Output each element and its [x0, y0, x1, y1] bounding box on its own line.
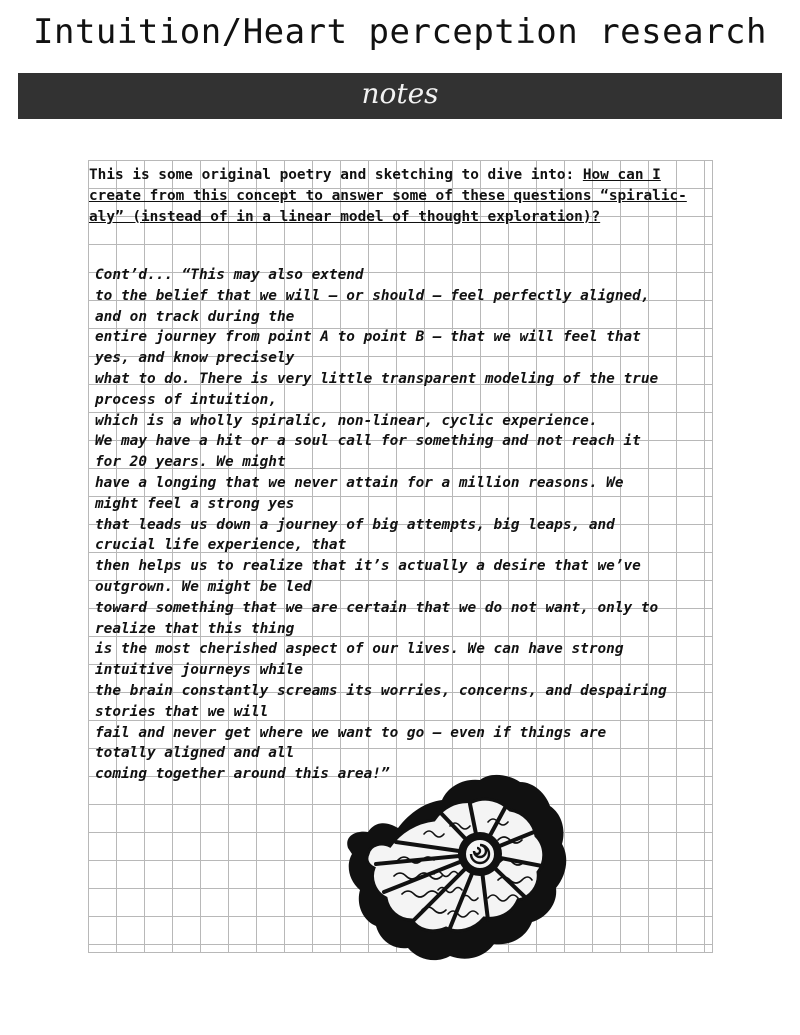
quote-line: stories that we will [95, 703, 269, 720]
quote-line: what to do. There is very little transparent modeling of the true [95, 370, 659, 387]
quote-line: which is a wholly spiralic, non-linear, cyclic experience. [95, 412, 598, 429]
quote-line: to the belief that we will – or should – feel perfectly aligned, [95, 287, 650, 304]
quote-line: have a longing that we never attain for a million reasons. We [95, 474, 624, 491]
quote-line: crucial life experience, that [95, 537, 347, 554]
page-title: Intuition/Heart perception research [33, 12, 767, 52]
quote-line: totally aligned and all [95, 745, 295, 762]
quote-line: Cont’d... “This may also extend [95, 267, 364, 283]
poetry-quote [95, 265, 720, 785]
quote-line: the brain constantly screams its worries, concerns, and despairing [95, 682, 667, 699]
quote-line: for 20 years. We might [95, 454, 286, 471]
quote-line: intuitive journeys while [95, 662, 303, 679]
quote-line: is the most cherished aspect of our lives. We can have strong [95, 641, 624, 658]
quote-line: fail and never get where we want to go – even if things are [95, 724, 607, 741]
intro-question: How can I create from this concept to answer some of these questions “spiralic-aly” (instead of in a linear model of thought exploration)? [89, 167, 687, 225]
nautilus-shell-icon [338, 770, 572, 970]
quote-line: that leads us down a journey of big attempts, big leaps, and [95, 516, 615, 533]
quote-line: coming together around this area!” [95, 766, 390, 783]
quote-line: then helps us to realize that it’s actually a desire that we’ve [95, 558, 641, 575]
quote-line: might feel a strong yes [95, 495, 295, 512]
quote-line: We may have a hit or a soul call for something and not reach it [95, 433, 641, 450]
banner-label: notes [361, 77, 439, 110]
quote-line: process of intuition, [95, 391, 277, 408]
quote-line: yes, and know precisely [95, 350, 295, 367]
quote-line: toward something that we are certain that we do not want, only to [95, 599, 659, 616]
intro-lead: This is some original poetry and sketching to dive into: [89, 167, 583, 183]
notes-banner [18, 73, 782, 119]
quote-line: and on track during the [95, 308, 295, 325]
intro-paragraph [89, 165, 699, 227]
quote-line: realize that this thing [95, 620, 295, 637]
quote-line: outgrown. We might be led [95, 578, 312, 595]
quote-line: entire journey from point A to point B – that we will feel that [95, 329, 641, 346]
